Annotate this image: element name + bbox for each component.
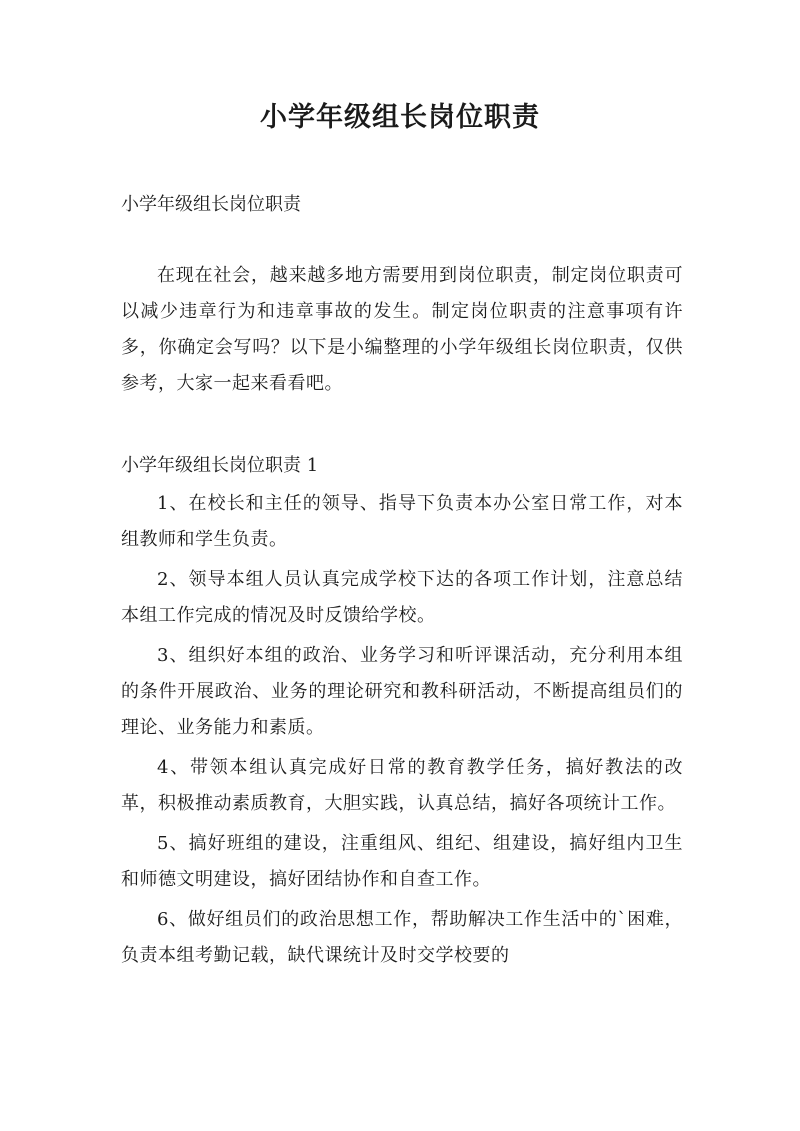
document-title: 小学年级组长岗位职责 [260,102,540,133]
list-item: 5、搞好班组的建设，注重组风、组纪、组建设，搞好组内卫生和师德文明建设，搞好团结协作和自查工作。 [121,833,683,890]
list-item: 2、领导本组人员认真完成学校下达的各项工作计划，注意总结本组工作完成的情况及时反馈给学校。 [121,569,683,626]
document-subtitle: 小学年级组长岗位职责 [121,194,301,215]
list-item: 4、带领本组认真完成好日常的教育教学任务，搞好教法的改革，积极推动素质教育，大胆实践，认真总结，搞好各项统计工作。 [121,757,683,814]
intro-paragraph: 在现在社会，越来越多地方需要用到岗位职责，制定岗位职责可以减少违章行为和违章事故的发生。制定岗位职责的注意事项有许多，你确定会写吗？以下是小编整理的小学年级组长岗位职责，仅供参考，大家一起来看看吧。 [121,265,683,394]
duty-list [121,486,683,978]
list-item: 6、做好组员们的政治思想工作，帮助解决工作生活中的`困难，负责本组考勤记载，缺代课统计及时交学校要的 [121,909,683,966]
list-item: 1、在校长和主任的领导、指导下负责本办公室日常工作，对本组教师和学生负责。 [121,493,683,550]
section-heading: 小学年级组长岗位职责 1 [121,455,319,476]
list-item: 3、组织好本组的政治、业务学习和听评课活动，充分利用本组的条件开展政治、业务的理论研究和教科研活动，不断提高组员们的理论、业务能力和素质。 [121,645,683,738]
